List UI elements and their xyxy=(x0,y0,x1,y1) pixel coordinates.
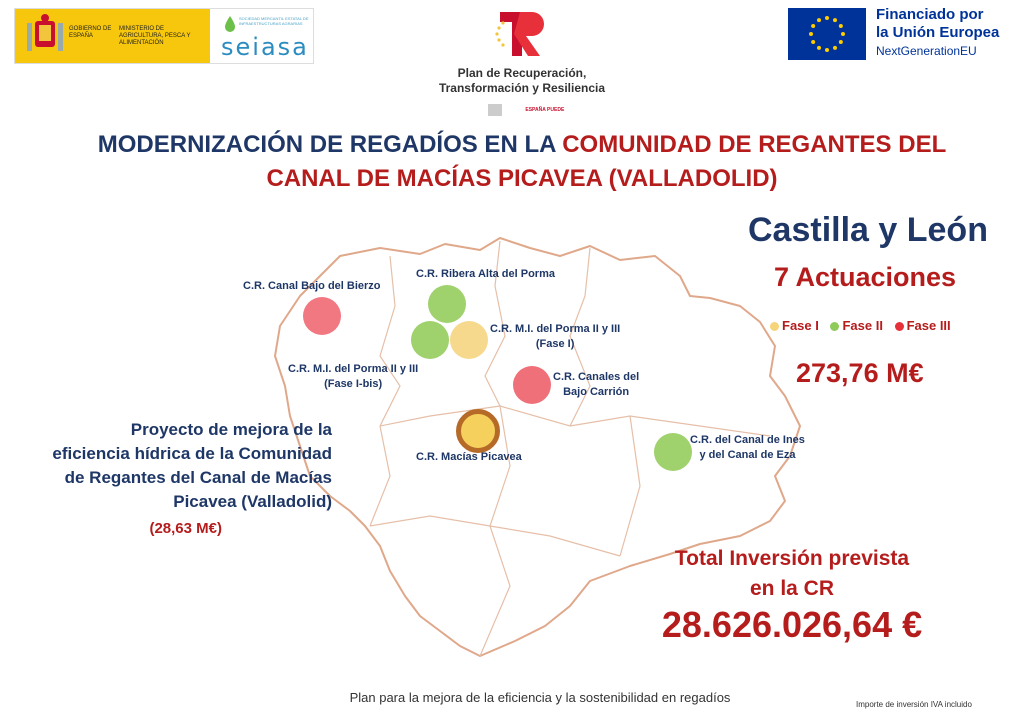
label-macias-picavea: C.R. Macías Picavea xyxy=(416,451,522,463)
eu-star-icon xyxy=(833,46,837,50)
marker-bierzo xyxy=(303,297,341,335)
title-part-2: COMUNIDAD DE REGANTES DEL xyxy=(562,131,947,158)
total-line-2: en la CR xyxy=(749,577,835,600)
label-bajo-carrion xyxy=(553,370,639,400)
province-border-5 xyxy=(370,426,390,526)
espana-puede-text: ESPAÑA PUEDE xyxy=(525,107,565,114)
eu-star-icon xyxy=(809,32,813,36)
eu-star-icon xyxy=(811,40,815,44)
label-bajo-carrion-line2: Bajo Carrión xyxy=(563,386,630,398)
province-border-8 xyxy=(370,516,620,556)
label-porma-fase-i-bis-line1: C.R. M.I. del Porma II y III xyxy=(288,363,419,375)
page-title xyxy=(40,128,1004,196)
label-porma-fase-i xyxy=(490,322,620,352)
eu-line-1: Financiado por xyxy=(876,6,984,23)
project-line-4: Picavea (Valladolid) xyxy=(173,492,332,511)
eu-flag-icon xyxy=(788,8,866,60)
label-bierzo: C.R. Canal Bajo del Bierzo xyxy=(243,280,381,292)
label-porma-fase-i-line1: C.R. M.I. del Porma II y III xyxy=(490,323,621,335)
province-border-7 xyxy=(620,416,640,556)
footnote-text: Importe de inversión IVA incluido xyxy=(856,700,972,709)
ministerio-text: MINISTERIO DE AGRICULTURA, PESCA Y ALIMENTACIÓN xyxy=(119,26,191,46)
province-border-4 xyxy=(380,406,770,436)
marker-bajo-carrion xyxy=(513,366,551,404)
seiasa-logo-text: seiasa xyxy=(221,33,309,61)
legend-label-fase-i: Fase I xyxy=(782,318,819,333)
actuaciones-count: 7 Actuaciones xyxy=(774,262,957,292)
legend-dot-fase-iii xyxy=(895,322,904,331)
label-porma-fase-i-bis xyxy=(288,362,418,392)
region-name: Castilla y León xyxy=(748,211,988,249)
eu-star-icon xyxy=(817,18,821,22)
eu-line-3: NextGenerationEU xyxy=(876,44,977,58)
eu-funding-text xyxy=(876,6,999,42)
eu-star-icon xyxy=(825,16,829,20)
label-canal-ines-line1: C.R. del Canal de Ines xyxy=(690,434,805,446)
label-porma-fase-i-line2: (Fase I) xyxy=(535,338,575,350)
legend-label-fase-ii: Fase II xyxy=(842,318,883,333)
marker-ribera-alta xyxy=(428,285,466,323)
label-canal-ines-line2: y del Canal de Eza xyxy=(699,449,796,461)
label-ribera: C.R. Ribera Alta del Porma xyxy=(416,268,555,280)
eu-star-icon xyxy=(817,46,821,50)
title-part-3: CANAL DE MACÍAS PICAVEA (VALLADOLID) xyxy=(266,165,778,192)
title-part-1: MODERNIZACIÓN DE REGADÍOS EN LA xyxy=(97,131,563,158)
gobierno-text: GOBIERNO DE ESPAÑA xyxy=(69,26,112,39)
marker-macias-picavea xyxy=(456,409,500,453)
eu-star-icon xyxy=(825,48,829,52)
total-line-1: Total Inversión prevista xyxy=(674,547,910,570)
legend-label-fase-iii: Fase III xyxy=(906,318,951,333)
eu-line-2: la Unión Europea xyxy=(876,24,1000,41)
legend-dot-fase-ii xyxy=(830,322,839,331)
phase-legend xyxy=(762,318,951,333)
eu-star-icon xyxy=(811,24,815,28)
coat-of-arms-icon xyxy=(25,13,65,57)
total-investment-amount: 28.626.026,64 € xyxy=(661,604,923,645)
legend-dot-fase-i xyxy=(770,322,779,331)
marker-canal-ines xyxy=(654,433,692,471)
eu-star-icon xyxy=(833,18,837,22)
eu-star-icon xyxy=(839,40,843,44)
project-line-3: de Regantes del Canal de Macías xyxy=(64,468,332,487)
marker-porma-fase-i xyxy=(450,321,488,359)
label-porma-fase-i-bis-line2: (Fase I-bis) xyxy=(324,378,383,390)
project-description xyxy=(12,418,332,514)
project-amount: (28,63 M€) xyxy=(149,520,222,537)
total-investment-label xyxy=(610,544,974,604)
total-budget: 273,76 M€ xyxy=(796,358,924,388)
seiasa-drop-icon xyxy=(223,15,237,33)
eu-star-icon xyxy=(839,24,843,28)
province-border-1 xyxy=(380,256,400,426)
ministry-logo xyxy=(14,8,314,64)
label-bajo-carrion-line1: C.R. Canales del xyxy=(553,371,640,383)
project-line-2: eficiencia hídrica de la Comunidad xyxy=(52,444,332,463)
footer-text: Plan para la mejora de la eficiencia y la sostenibilidad en regadíos xyxy=(349,690,731,705)
prtr-logo-icon xyxy=(490,8,550,60)
project-line-1: Proyecto de mejora de la xyxy=(130,420,332,439)
plan-recuperacion-text: Plan de Recuperación, Transformación y Resiliencia xyxy=(438,66,606,95)
label-canal-ines xyxy=(690,433,805,463)
seiasa-subtitle: SOCIEDAD MERCANTIL ESTATAL DE INFRAESTRUCTURAS AGRARIAS xyxy=(239,16,309,26)
espana-puede-logo xyxy=(488,104,564,116)
marker-porma-fase-i-bis xyxy=(411,321,449,359)
eu-star-icon xyxy=(841,32,845,36)
